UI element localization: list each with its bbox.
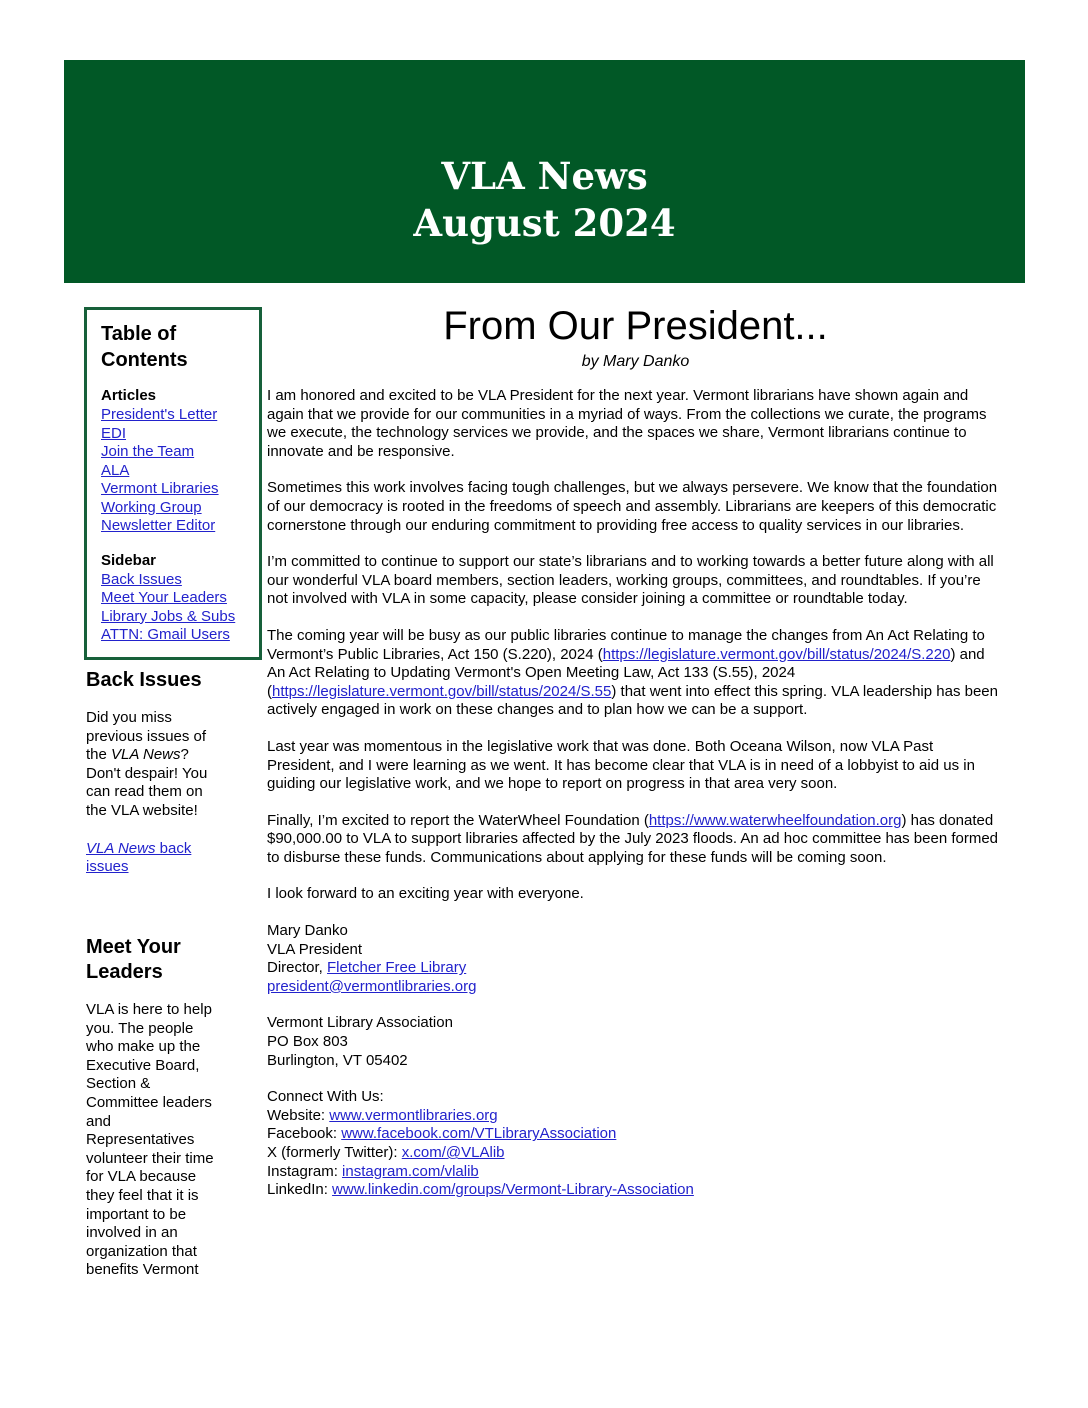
- article-body: [267, 387, 1004, 1200]
- back-issues-heading: Back Issues: [86, 669, 202, 691]
- inline-link[interactable]: https://legislature.vermont.gov/bill/status/2024/S.220: [602, 645, 951, 663]
- toc-title: Table of Contents: [101, 323, 188, 371]
- toc-section: [101, 386, 245, 536]
- article-from-our-president: [267, 303, 1004, 1218]
- text-segment: LinkedIn:: [267, 1181, 333, 1199]
- text-segment: Facebook:: [267, 1125, 342, 1143]
- text-segment: PO Box 803: [267, 1033, 348, 1051]
- inline-link[interactable]: x.com/@VLAlib: [401, 1144, 505, 1161]
- article-paragraph: [267, 885, 1004, 904]
- inline-link[interactable]: https://www.waterwheelfoundation.org: [648, 811, 902, 829]
- inline-link[interactable]: www.linkedin.com/groups/Vermont-Library-Association: [332, 1181, 694, 1199]
- text-segment: Burlington, VT 05402: [267, 1051, 408, 1069]
- text-segment: Did you miss previous issues of the: [86, 709, 207, 764]
- article-paragraph: [267, 1088, 1004, 1200]
- article-paragraph: [267, 922, 1004, 996]
- toc-link[interactable]: Join the Team: [101, 443, 195, 460]
- article-paragraph: [267, 1014, 1004, 1070]
- meet-your-leaders-text: VLA is here to help you. The people who make up the Executive Board, Section & Committee leaders and Representatives volunteer their time for VLA because they feel that it is important to be involved in an organization that benefits Vermont: [86, 1001, 214, 1279]
- text-segment: VLA News: [86, 839, 156, 857]
- text-segment: back issues: [86, 839, 192, 876]
- text-segment: ) and An Act Relating to Updating Vermont's Open Meeting Law, Act 133 (S.55), 2024 (: [267, 645, 985, 700]
- toc-link[interactable]: Vermont Libraries: [101, 480, 219, 497]
- inline-link[interactable]: https://legislature.vermont.gov/bill/status/2024/S.55: [272, 682, 612, 700]
- text-segment: X (formerly Twitter):: [267, 1144, 402, 1161]
- text-segment: Sometimes this work involves facing tough challenges, but we always persevere. We know that the foundation of our democracy is rooted in the freedoms of speech and assembly. Librarians are keepers of this democratic cornerstone through our enduring commitment to providing free access to quality services in our libraries.: [267, 479, 998, 534]
- article-paragraph: [267, 812, 1004, 868]
- toc-link[interactable]: Working Group: [101, 498, 202, 516]
- text-segment: Website:: [267, 1106, 330, 1124]
- inline-link[interactable]: instagram.com/vlalib: [342, 1162, 479, 1180]
- toc-sections: [101, 386, 245, 645]
- article-paragraph: [267, 479, 1004, 535]
- text-segment: Finally, I’m excited to report the WaterWheel Foundation (: [267, 811, 649, 829]
- text-segment: Director,: [267, 959, 328, 977]
- text-segment: Last year was momentous in the legislative work that was done. Both Oceana Wilson, now VLA Past President, and I were learning as we went. It has become clear that VLA is in need of a lobbyist to aid us in guiding our legislative work, and we hope to report on progress in that area very soon.: [267, 737, 975, 793]
- article-paragraph: [267, 387, 1004, 461]
- toc-link[interactable]: ALA: [101, 461, 130, 479]
- back-issues-link-wrap: [86, 840, 214, 877]
- text-segment: VLA President: [267, 940, 363, 958]
- text-segment: ) that went into effect this spring. VLA leadership has been actively engaged in work on these changes and to plan how we can be a support.: [267, 682, 998, 719]
- newsletter-banner: [64, 60, 1025, 283]
- toc-link[interactable]: Meet Your Leaders: [101, 589, 227, 606]
- text-segment: Instagram:: [267, 1162, 343, 1180]
- article-paragraph: [267, 627, 1004, 720]
- article-paragraph: [267, 738, 1004, 794]
- inline-link[interactable]: president@vermontlibraries.org: [267, 977, 477, 995]
- text-segment: I’m committed to continue to support our state’s librarians and to working towards a better future along with all our wonderful VLA board members, section leaders, working groups, committees, and roundtables. If you’re not involved with VLA in some capacity, please consider joining a committee or roundtable today.: [267, 553, 994, 608]
- toc-link[interactable]: Library Jobs & Subs: [101, 607, 236, 625]
- text-segment: The coming year will be busy as our public libraries continue to manage the changes from An Act Relating to Vermont’s Public Libraries, Act 150 (S.220), 2024 (: [267, 626, 985, 663]
- toc-link[interactable]: Back Issues: [101, 570, 182, 588]
- meet-your-leaders-heading: Meet Your Leaders: [86, 936, 181, 983]
- text-segment: I am honored and excited to be VLA President for the next year. Vermont librarians have shown again and again that we provide for our communities in a myriad of ways. From the collections we curate, the programs we execute, the technology services we provide, and the spaces we share, Vermont librarians continue to innovate and be responsive.: [267, 387, 987, 460]
- toc-link[interactable]: ATTN: Gmail Users: [101, 626, 230, 643]
- toc-section-heading: Articles: [101, 387, 157, 404]
- text-segment: Vermont Library Association: [267, 1014, 453, 1032]
- text-segment: ) has donated $90,000.00 to VLA to support libraries affected by the July 2023 floods. An ad hoc committee has been formed to disburse these funds. Communications about applying for these funds will be coming soon.: [267, 811, 999, 866]
- sidebar-meet-your-leaders: [86, 935, 214, 1299]
- article-paragraph: [267, 553, 1004, 609]
- newsletter-title-line1: VLA News: [441, 154, 648, 198]
- inline-link[interactable]: www.vermontlibraries.org: [329, 1106, 498, 1124]
- toc-link[interactable]: Newsletter Editor: [101, 517, 216, 534]
- toc-link[interactable]: EDI: [101, 424, 127, 442]
- toc-section-heading: Sidebar: [101, 551, 157, 569]
- text-segment: Connect With Us:: [267, 1088, 384, 1106]
- table-of-contents-box: [84, 307, 262, 660]
- text-segment: VLA News: [111, 746, 181, 764]
- sidebar-back-issues: [86, 668, 214, 896]
- back-issues-text: [86, 709, 214, 821]
- back-issues-link[interactable]: [86, 840, 191, 876]
- text-segment: I look forward to an exciting year with everyone.: [267, 885, 584, 903]
- newsletter-title-line2: August 2024: [413, 201, 676, 245]
- inline-link[interactable]: Fletcher Free Library: [327, 959, 467, 977]
- toc-link[interactable]: President's Letter: [101, 406, 218, 423]
- text-segment: Mary Danko: [267, 922, 348, 940]
- article-title: From Our President...: [443, 304, 828, 348]
- toc-section: [101, 551, 245, 645]
- text-segment: ? Don't despair! You can read them on the VLA website!: [86, 746, 208, 819]
- inline-link[interactable]: www.facebook.com/VTLibraryAssociation: [341, 1125, 617, 1143]
- article-byline: by Mary Danko: [581, 353, 690, 370]
